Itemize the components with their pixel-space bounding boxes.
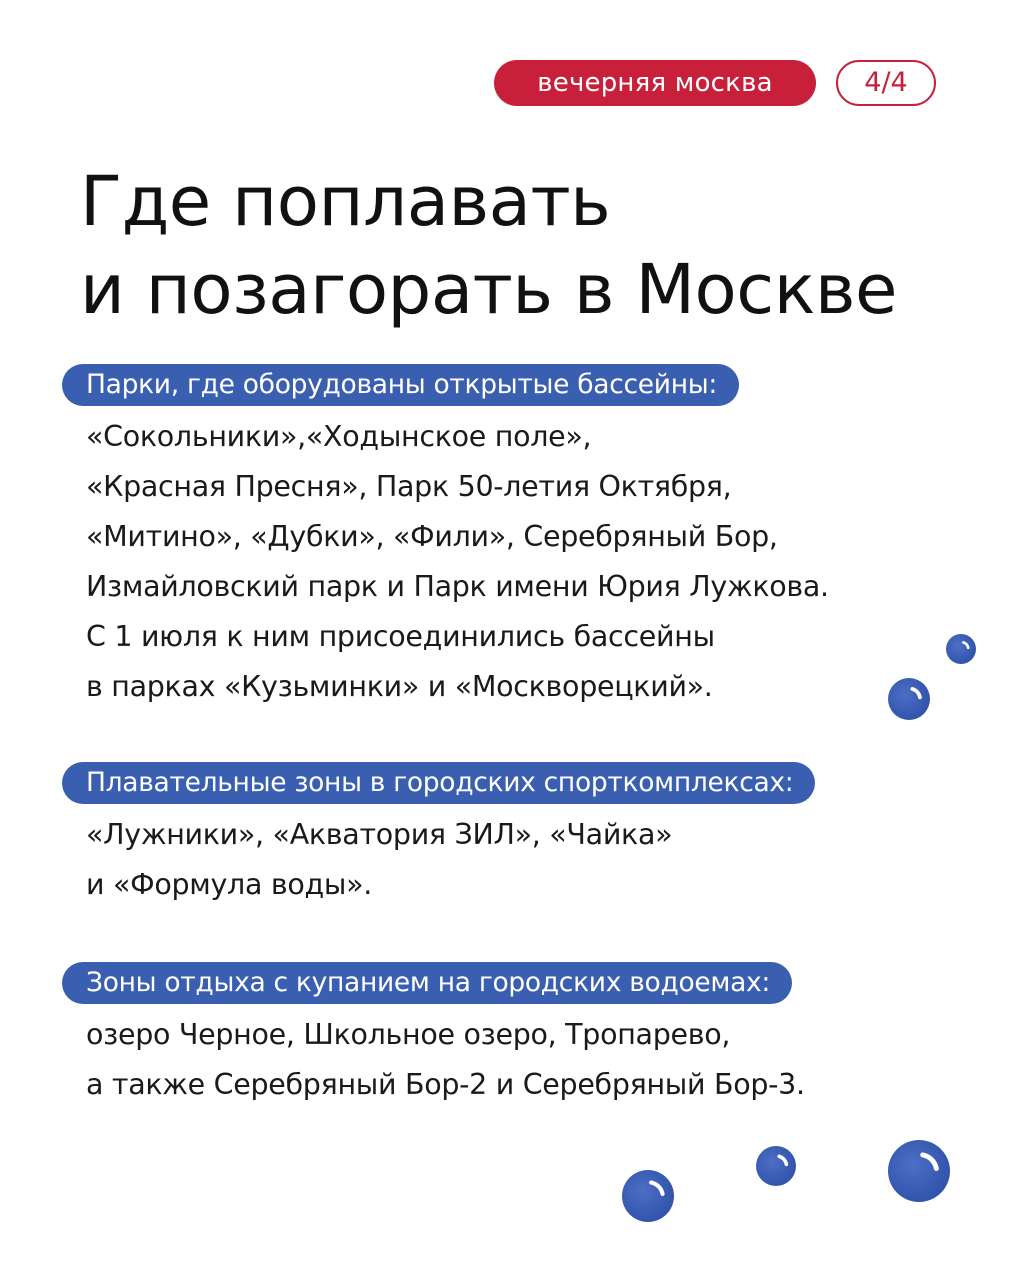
section-label: Зоны отдыха с купанием на городских водоемах: [62,962,792,1004]
section-line: и «Формула воды». [86,868,373,901]
page-counter: 4/4 [836,60,936,106]
page-title [80,158,897,334]
section-sport-complexes [62,762,815,910]
section-line: «Красная Пресня», Парк 50-летия Октября, [86,470,732,503]
section-lines [86,810,815,910]
section-line: «Сокольники»,«Ходынское поле», [86,420,592,453]
page-title-line-2: и позагорать в Москве [80,250,897,330]
section-lines [86,412,829,712]
section-lines [86,1010,805,1110]
section-line: в парках «Кузьминки» и «Москворецкий». [86,670,713,703]
section-water-bodies [62,962,805,1110]
section-line: «Митино», «Дубки», «Фили», Серебряный Бор, [86,520,778,553]
bubble-icon [946,634,976,664]
bubble-icon [756,1146,796,1186]
bubble-icon [622,1170,674,1222]
bubble-icon [888,1140,950,1202]
section-line: С 1 июля к ним присоединились бассейны [86,620,715,653]
page-title-line-1: Где поплавать [80,162,611,242]
section-line: Измайловский парк и Парк имени Юрия Лужкова. [86,570,829,603]
section-line: озеро Черное, Школьное озеро, Тропарево, [86,1018,731,1051]
section-line: «Лужники», «Акватория ЗИЛ», «Чайка» [86,818,673,851]
section-line: а также Серебряный Бор-2 и Серебряный Бор-3. [86,1068,805,1101]
section-label: Парки, где оборудованы открытые бассейны: [62,364,739,406]
section-label: Плавательные зоны в городских спорткомплексах: [62,762,815,804]
section-parks-pools [62,364,829,712]
brand-badge: вечерняя москва [494,60,816,106]
bubble-icon [888,678,930,720]
